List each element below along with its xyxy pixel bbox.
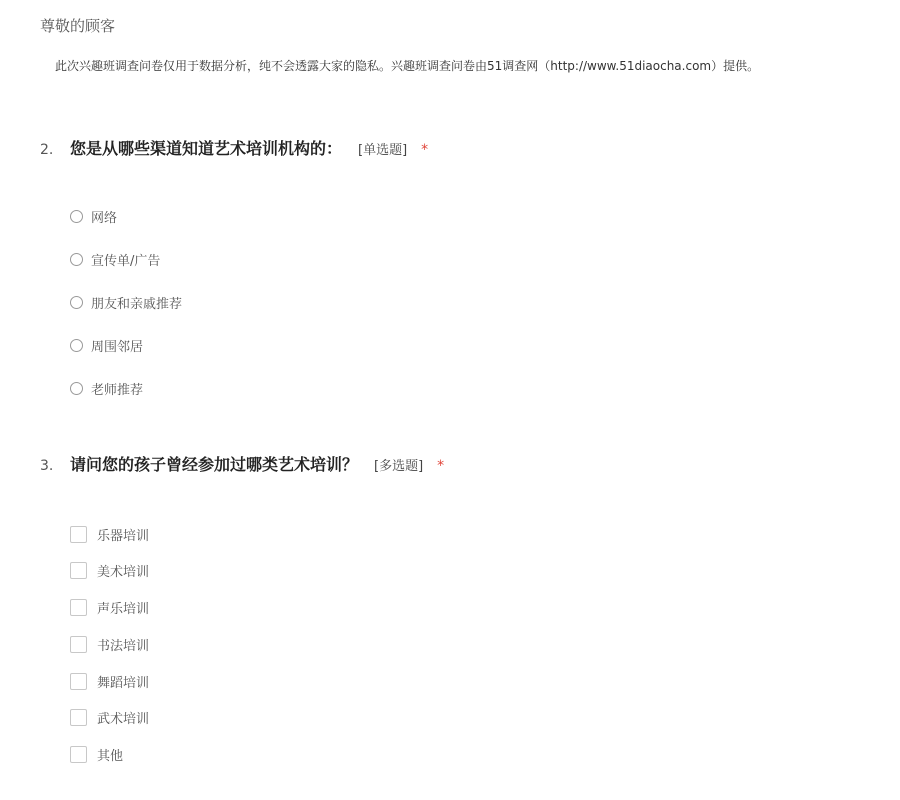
option-radio-neighbors[interactable] bbox=[70, 336, 143, 355]
survey-intro: 此次兴趣班调查问卷仅用于数据分析，纯不会透露大家的隐私。兴趣班调查问卷由51调查网（http://www.51diaocha.com）提供。 bbox=[55, 59, 760, 73]
question-title: 请问您的孩子曾经参加过哪类艺术培训？ bbox=[70, 455, 359, 474]
option-check-other[interactable] bbox=[70, 745, 123, 764]
greeting-text: 尊敬的顾客 bbox=[40, 17, 116, 35]
option-radio-teacher[interactable] bbox=[70, 379, 143, 398]
option-label: 舞蹈培训 bbox=[97, 676, 150, 691]
required-marker: * bbox=[421, 142, 429, 158]
radio-button[interactable] bbox=[70, 382, 83, 395]
question-2-header bbox=[40, 136, 428, 159]
option-radio-friends-family[interactable] bbox=[70, 293, 182, 312]
required-marker: * bbox=[437, 458, 445, 474]
radio-button[interactable] bbox=[70, 210, 83, 223]
option-label: 书法培训 bbox=[97, 639, 150, 654]
option-radio-flyer-ad[interactable] bbox=[70, 250, 160, 269]
checkbox[interactable] bbox=[70, 746, 87, 763]
option-label: 周围邻居 bbox=[91, 340, 144, 355]
checkbox[interactable] bbox=[70, 709, 87, 726]
option-check-calligraphy[interactable] bbox=[70, 635, 149, 654]
question-title: 您是从哪些渠道知道艺术培训机构的： bbox=[70, 139, 343, 158]
option-label: 宣传单/广告 bbox=[91, 254, 161, 269]
option-radio-network[interactable] bbox=[70, 207, 117, 226]
radio-button[interactable] bbox=[70, 253, 83, 266]
checkbox[interactable] bbox=[70, 636, 87, 653]
option-label: 老师推荐 bbox=[91, 383, 144, 398]
checkbox[interactable] bbox=[70, 673, 87, 690]
option-check-instrument[interactable] bbox=[70, 525, 149, 544]
option-check-vocal[interactable] bbox=[70, 598, 149, 617]
option-check-martial-arts[interactable] bbox=[70, 708, 149, 727]
question-number: 2. bbox=[40, 142, 54, 158]
checkbox[interactable] bbox=[70, 599, 87, 616]
question-3-header bbox=[40, 452, 444, 475]
checkbox[interactable] bbox=[70, 562, 87, 579]
option-label: 朋友和亲戚推荐 bbox=[91, 297, 183, 312]
radio-button[interactable] bbox=[70, 339, 83, 352]
question-type-label: [多选题] bbox=[374, 459, 424, 474]
question-number: 3. bbox=[40, 458, 54, 474]
option-label: 声乐培训 bbox=[97, 602, 150, 617]
option-label: 美术培训 bbox=[97, 565, 150, 580]
option-label: 其他 bbox=[97, 749, 124, 764]
option-label: 武术培训 bbox=[97, 712, 150, 727]
option-label: 网络 bbox=[91, 211, 118, 226]
option-label: 乐器培训 bbox=[97, 529, 150, 544]
question-type-label: [单选题] bbox=[358, 143, 408, 158]
radio-button[interactable] bbox=[70, 296, 83, 309]
option-check-dance[interactable] bbox=[70, 672, 149, 691]
option-check-art[interactable] bbox=[70, 561, 149, 580]
checkbox[interactable] bbox=[70, 526, 87, 543]
